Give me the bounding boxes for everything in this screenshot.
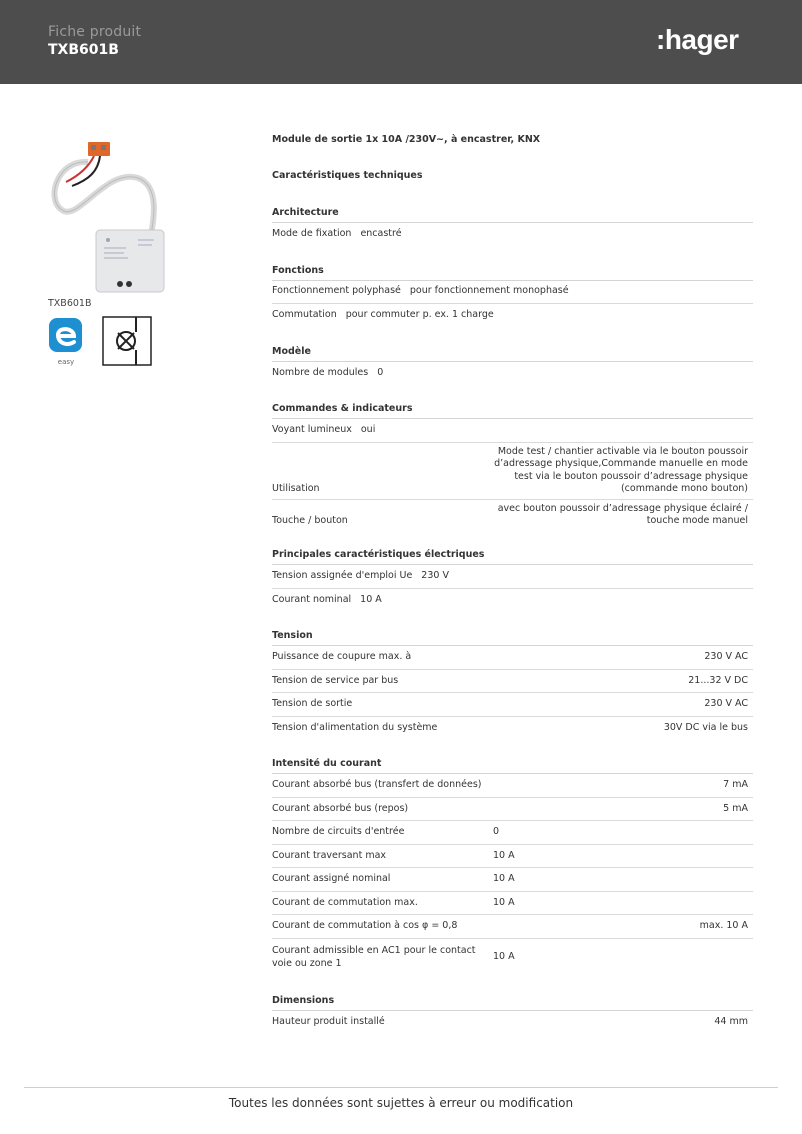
spec-row <box>272 646 753 670</box>
spec-value: 10 A <box>493 849 515 861</box>
easy-logo-icon <box>48 316 84 368</box>
spec-label: Nombre de circuits d'entrée <box>272 826 405 838</box>
spec-value: pour commuter p. ex. 1 charge <box>345 309 494 321</box>
spec-label: Touche / bouton <box>272 515 348 527</box>
spec-row <box>272 670 753 694</box>
spec-value: 0 <box>377 366 384 378</box>
spec-value: 230 V <box>421 570 449 582</box>
spec-value: 230 V AC <box>704 651 748 663</box>
spec-value: 0 <box>493 826 500 838</box>
easy-logo-label: easy <box>57 358 75 366</box>
spec-row <box>272 821 753 845</box>
spec-value: encastré <box>360 228 402 240</box>
spec-label: Courant absorbé bus (transfert de données) <box>272 779 482 791</box>
section-title: Fonctions <box>272 261 753 281</box>
spec-label: Voyant lumineux <box>272 423 352 435</box>
section-tension <box>272 626 753 740</box>
spec-label: Tension assignée d'emploi Ue <box>272 570 413 582</box>
section-modele <box>272 342 753 386</box>
spec-label: Fonctionnement polyphasé <box>272 285 401 297</box>
section-title: Modèle <box>272 342 753 362</box>
product-reference: TXB601B <box>48 42 119 58</box>
spec-row <box>272 868 753 892</box>
spec-row <box>272 443 753 500</box>
spec-row <box>272 281 753 305</box>
footer-disclaimer: Toutes les données sont sujettes à erreur ou modification <box>228 1096 574 1110</box>
spec-row <box>272 939 753 977</box>
spec-row <box>272 419 753 443</box>
footer-divider <box>24 1087 778 1088</box>
spec-value: 44 mm <box>714 1016 748 1028</box>
section-architecture <box>272 203 753 247</box>
section-title: Tension <box>272 626 753 646</box>
spec-label: Tension d'alimentation du système <box>272 722 438 734</box>
spec-row <box>272 845 753 869</box>
spec-row <box>272 589 753 613</box>
spec-value: 5 mA <box>723 802 748 814</box>
spec-value: 7 mA <box>723 779 748 791</box>
product-title: Module de sortie 1x 10A /230V~, à encastrer, KNX <box>272 134 541 145</box>
spec-label: Courant assigné nominal <box>272 873 391 885</box>
section-title: Architecture <box>272 203 753 223</box>
document-type: Fiche produit <box>48 24 142 40</box>
spec-label: Courant de commutation max. <box>272 896 418 908</box>
spec-label: Mode de fixation <box>272 228 352 240</box>
spec-value: 10 A <box>493 951 515 963</box>
spec-row <box>272 304 753 328</box>
section-dimensions <box>272 991 753 1035</box>
spec-value: 230 V AC <box>704 698 748 710</box>
spec-label: Tension de sortie <box>272 698 353 710</box>
hager-logo: :hager <box>656 24 739 55</box>
section-intensite <box>272 754 753 977</box>
spec-row <box>272 500 753 531</box>
spec-row <box>272 774 753 798</box>
spec-label: Courant de commutation à cos φ = 0,8 <box>272 920 458 932</box>
spec-label: Hauteur produit installé <box>272 1016 385 1028</box>
section-title: Dimensions <box>272 991 753 1011</box>
spec-row <box>272 915 753 939</box>
spec-value: 21...32 V DC <box>688 674 748 686</box>
spec-value: 10 A <box>360 594 382 606</box>
spec-label: Commutation <box>272 309 337 321</box>
spec-row <box>272 892 753 916</box>
spec-value: Mode test / chantier activable via le bouton poussoir d’adressage physique,Commande manuelle en mode test via le bouton poussoir d’adressage physique (commande mono bouton) <box>494 445 748 495</box>
product-photo <box>48 130 166 295</box>
spec-row <box>272 362 753 386</box>
spec-value: pour fonctionnement monophasé <box>409 285 569 297</box>
flush-mount-symbol-icon <box>102 316 152 366</box>
spec-row <box>272 223 753 247</box>
spec-label: Nombre de modules <box>272 366 369 378</box>
spec-label: Puissance de coupure max. à <box>272 651 412 663</box>
spec-value: avec bouton poussoir d’adressage physique éclairé / touche mode manuel <box>497 502 748 527</box>
photo-caption: TXB601B <box>48 298 92 309</box>
spec-label: Courant admissible en AC1 pour le contact voie ou zone 1 <box>272 944 476 969</box>
spec-label: Utilisation <box>272 483 320 495</box>
section-fonctions <box>272 261 753 328</box>
spec-row <box>272 1011 753 1035</box>
page-header <box>0 0 802 84</box>
spec-label: Courant nominal <box>272 594 352 606</box>
section-commandes <box>272 399 753 531</box>
section-title: Intensité du courant <box>272 754 753 774</box>
spec-label: Courant absorbé bus (repos) <box>272 802 409 814</box>
spec-label: Courant traversant max <box>272 849 387 861</box>
spec-row <box>272 798 753 822</box>
spec-row <box>272 693 753 717</box>
section-title: Principales caractéristiques électriques <box>272 545 753 565</box>
product-specifications <box>272 127 753 1048</box>
spec-value: 30V DC via le bus <box>663 722 748 734</box>
spec-value: 10 A <box>493 896 515 908</box>
spec-row <box>272 565 753 589</box>
spec-value: oui <box>360 423 376 435</box>
section-electrical <box>272 545 753 612</box>
spec-label: Tension de service par bus <box>272 674 399 686</box>
spec-value: 10 A <box>493 873 515 885</box>
spec-value: max. 10 A <box>699 920 748 932</box>
technical-specs-heading: Caractéristiques techniques <box>272 170 423 181</box>
section-title: Commandes & indicateurs <box>272 399 753 419</box>
spec-row <box>272 717 753 741</box>
